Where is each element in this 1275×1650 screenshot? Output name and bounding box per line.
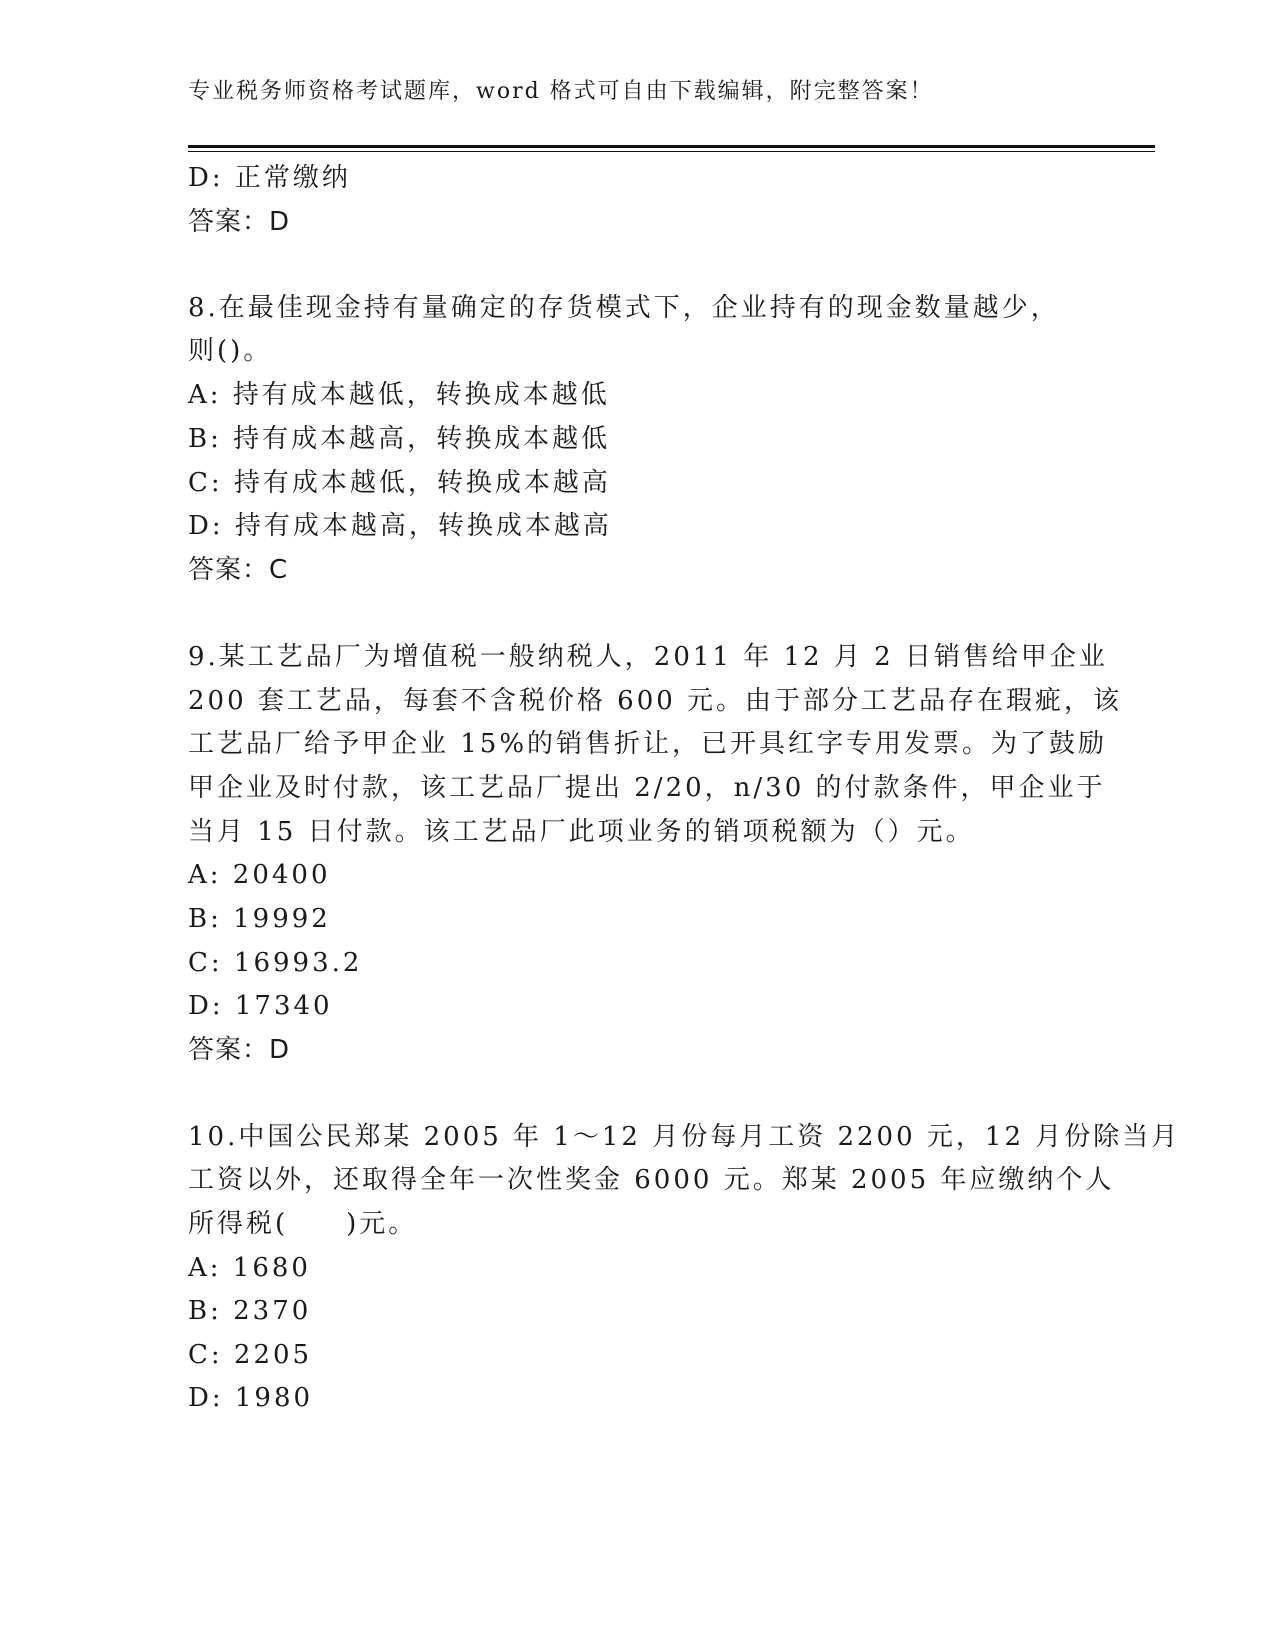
q9-option-c: C: 16993.2 [188, 948, 363, 978]
q7-option-d: D: 正常缴纳 [188, 163, 351, 193]
q8-option-c: C: 持有成本越低，转换成本越高 [188, 468, 611, 498]
q10-stem-line1: 10.中国公民郑某 2005 年 1～12 月份每月工资 2200 元，12 月份除当月 [188, 1122, 1181, 1152]
q10-option-a: A: 1680 [188, 1253, 311, 1283]
q9-option-a: A: 20400 [188, 860, 331, 890]
q10-stem-line2: 工资以外，还取得全年一次性奖金 6000 元。郑某 2005 年应缴纳个人 [188, 1165, 1115, 1195]
header-divider-thin [188, 151, 1155, 152]
q10-option-c: C: 2205 [188, 1340, 313, 1370]
page-header: 专业税务师资格考试题库，word 格式可自由下载编辑，附完整答案！ [188, 79, 934, 104]
q10-option-d: D: 1980 [188, 1383, 314, 1413]
q9-stem-line2: 200 套工艺品，每套不含税价格 600 元。由于部分工艺品存在瑕疵，该 [188, 686, 1123, 716]
q8-option-d: D: 持有成本越高，转换成本越高 [188, 511, 612, 541]
q8-stem-line1: 8.在最佳现金持有量确定的存货模式下，企业持有的现金数量越少， [188, 293, 1060, 323]
header-divider [188, 145, 1155, 148]
q9-option-d: D: 17340 [188, 991, 333, 1021]
q8-answer: 答案：C [188, 555, 289, 585]
q10-stem-line3: 所得税( )元。 [188, 1209, 418, 1239]
q9-answer: 答案：D [188, 1035, 291, 1065]
q8-option-a: A: 持有成本越低，转换成本越低 [188, 380, 610, 410]
q8-option-b: B: 持有成本越高，转换成本越低 [188, 424, 611, 454]
q9-stem-line4: 甲企业及时付款，该工艺品厂提出 2/20，n/30 的付款条件，甲企业于 [188, 773, 1106, 803]
q7-answer: 答案：D [188, 207, 291, 237]
q8-stem-line2: 则()。 [188, 336, 273, 366]
q10-option-b: B: 2370 [188, 1296, 312, 1326]
q9-stem-line3: 工艺品厂给予甲企业 15%的销售折让，已开具红字专用发票。为了鼓励 [188, 729, 1108, 759]
q9-stem-line1: 9.某工艺品厂为增值税一般纳税人，2011 年 12 月 2 日销售给甲企业 [188, 642, 1108, 672]
q9-option-b: B: 19992 [188, 904, 331, 934]
q9-stem-line5: 当月 15 日付款。该工艺品厂此项业务的销项税额为（）元。 [188, 817, 975, 847]
